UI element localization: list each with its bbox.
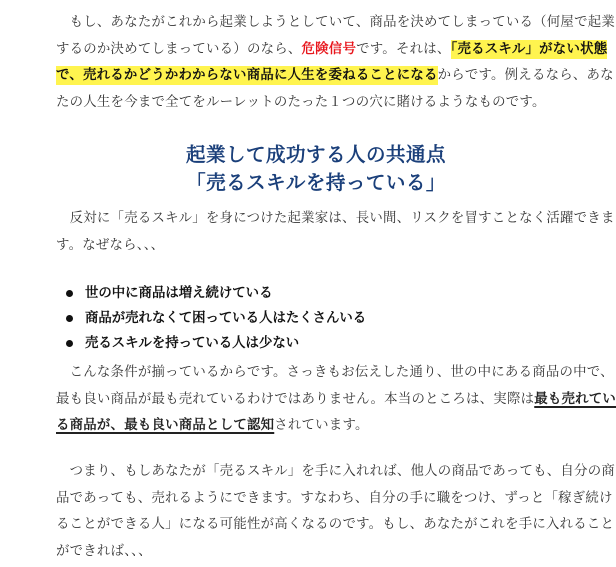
list-item: [66, 281, 366, 306]
danger-signal-text: 危険信号: [301, 41, 357, 57]
text-line: す。なぜなら、、、: [56, 237, 165, 253]
text-line: こんな条件が揃っているからです。さっきもお伝えした通り、世の中にある商品の中で、: [56, 365, 614, 380]
text-run: 最も良い商品が最も売れているわけではありません。本当のところは、実際は: [56, 391, 535, 407]
bullet-icon: [66, 340, 73, 347]
heading-line: 「売るスキルを持っている」: [186, 171, 446, 194]
text-run: もし、あなたがこれから起業しようとしていて、商品を決めてしまっている（何屋で起業: [56, 15, 615, 30]
text-run: からです。例えるなら、あな: [437, 68, 614, 83]
text-line: [56, 10, 615, 37]
list-item-text: 商品が売れなくて困っている人はたくさんいる: [85, 311, 367, 326]
text-run: されています。: [274, 418, 369, 433]
highlighted-text: で、売れるかどうかわからない商品に人生を委ねることになる: [56, 68, 438, 83]
text-line: [56, 387, 616, 414]
text-line: [56, 413, 576, 440]
bullet-icon: [66, 315, 73, 322]
paragraph-opposite: [56, 206, 615, 259]
underlined-text: る商品が、最も良い商品として認知: [56, 418, 275, 433]
paragraph-conditions: [56, 360, 616, 440]
heading-line: 起業して成功する人の共通点: [185, 143, 446, 166]
text-line: ができれば、、、: [56, 543, 152, 559]
text-run: たの人生を今まで全てをルーレットのたった１つの穴に賭けるようなものです。: [56, 94, 546, 110]
text-run: です。それは、: [356, 41, 451, 57]
text-line: [56, 37, 608, 64]
text-run: するのか決めてしまっている）のなら、: [56, 41, 302, 57]
paragraph-conclusion: [56, 459, 615, 565]
list-item: [66, 306, 366, 331]
underlined-text: 最も売れてい: [534, 391, 616, 407]
text-line: [56, 90, 576, 117]
highlighted-text: 「売るスキル」がない状態: [450, 41, 608, 57]
bullet-icon: [66, 290, 73, 297]
text-line: 品であっても、売れるようにできます。すなわち、自分の手に職をつけ、ずっと「稼ぎ続け: [56, 490, 613, 506]
paragraph-danger-signal: [56, 10, 615, 116]
list-item-text: 世の中に商品は増え続けている: [85, 286, 273, 301]
text-line: [56, 63, 614, 90]
list-item-text: 売るスキルを持っている人は少ない: [85, 336, 300, 351]
text-line: つまり、もしあなたが「売るスキル」を手に入れれば、他人の商品であっても、自分の商: [56, 464, 615, 479]
section-heading: [56, 141, 576, 197]
text-line: ることができる人」になる可能性が高くなるのです。もし、あなたがこれを手に入れること: [56, 517, 615, 532]
list-item: [66, 331, 366, 356]
text-line: 反対に「売るスキル」を身につけた起業家は、長い間、リスクを冒すことなく活躍できま: [56, 211, 615, 226]
bullet-list: [66, 281, 366, 356]
